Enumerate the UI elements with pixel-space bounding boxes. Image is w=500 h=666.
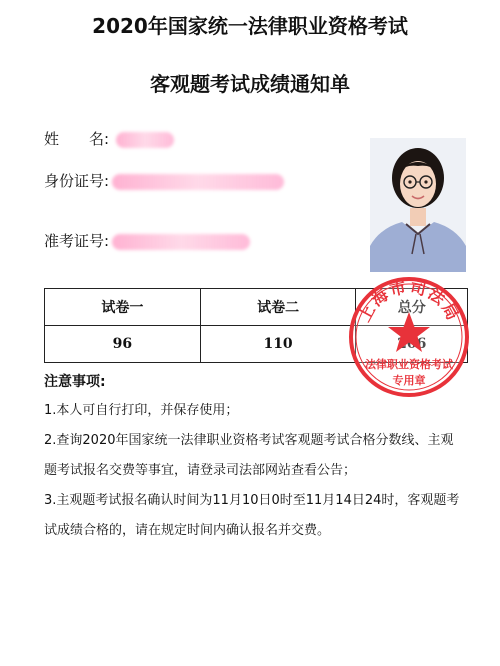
exam-number-redaction [112,234,250,250]
paper1-header: 试卷一 [45,289,201,326]
seal-bottom-text: 专用章 [392,374,426,387]
id-number-redaction [112,174,284,190]
candidate-photo [370,138,466,272]
document-title: 2020年国家统一法律职业资格考试 [92,14,408,38]
paper2-score: 110 [200,326,356,363]
official-seal [346,274,472,400]
name-label: 姓 名: [44,130,110,148]
note-item: 2.查询2020年国家统一法律职业资格考试客观题考试合格分数线、主观题考试报名交费等事宜，请登录司法部网站查看公告； [44,433,454,478]
seal-arc-text: 上海市司法局 [354,277,464,325]
exam-number-label: 准考证号: [44,232,110,250]
note-item: 3.主观题考试报名确认时间为11月10日0时至11月14日24时，客观题考试成绩合格的，请在规定时间内确认报名并交费。 [44,493,460,538]
note-item: 1.本人可自行打印，并保存使用； [44,403,239,418]
paper2-header: 试卷二 [200,289,356,326]
paper1-score: 96 [45,326,201,363]
notes-heading: 注意事项: [44,374,106,390]
portrait-illustration [370,138,466,272]
id-number-label: 身份证号: [44,172,110,190]
seal-center-text: 法律职业资格考试 [365,358,453,371]
document-subtitle: 客观题考试成绩通知单 [150,72,350,96]
name-redaction [116,132,174,148]
